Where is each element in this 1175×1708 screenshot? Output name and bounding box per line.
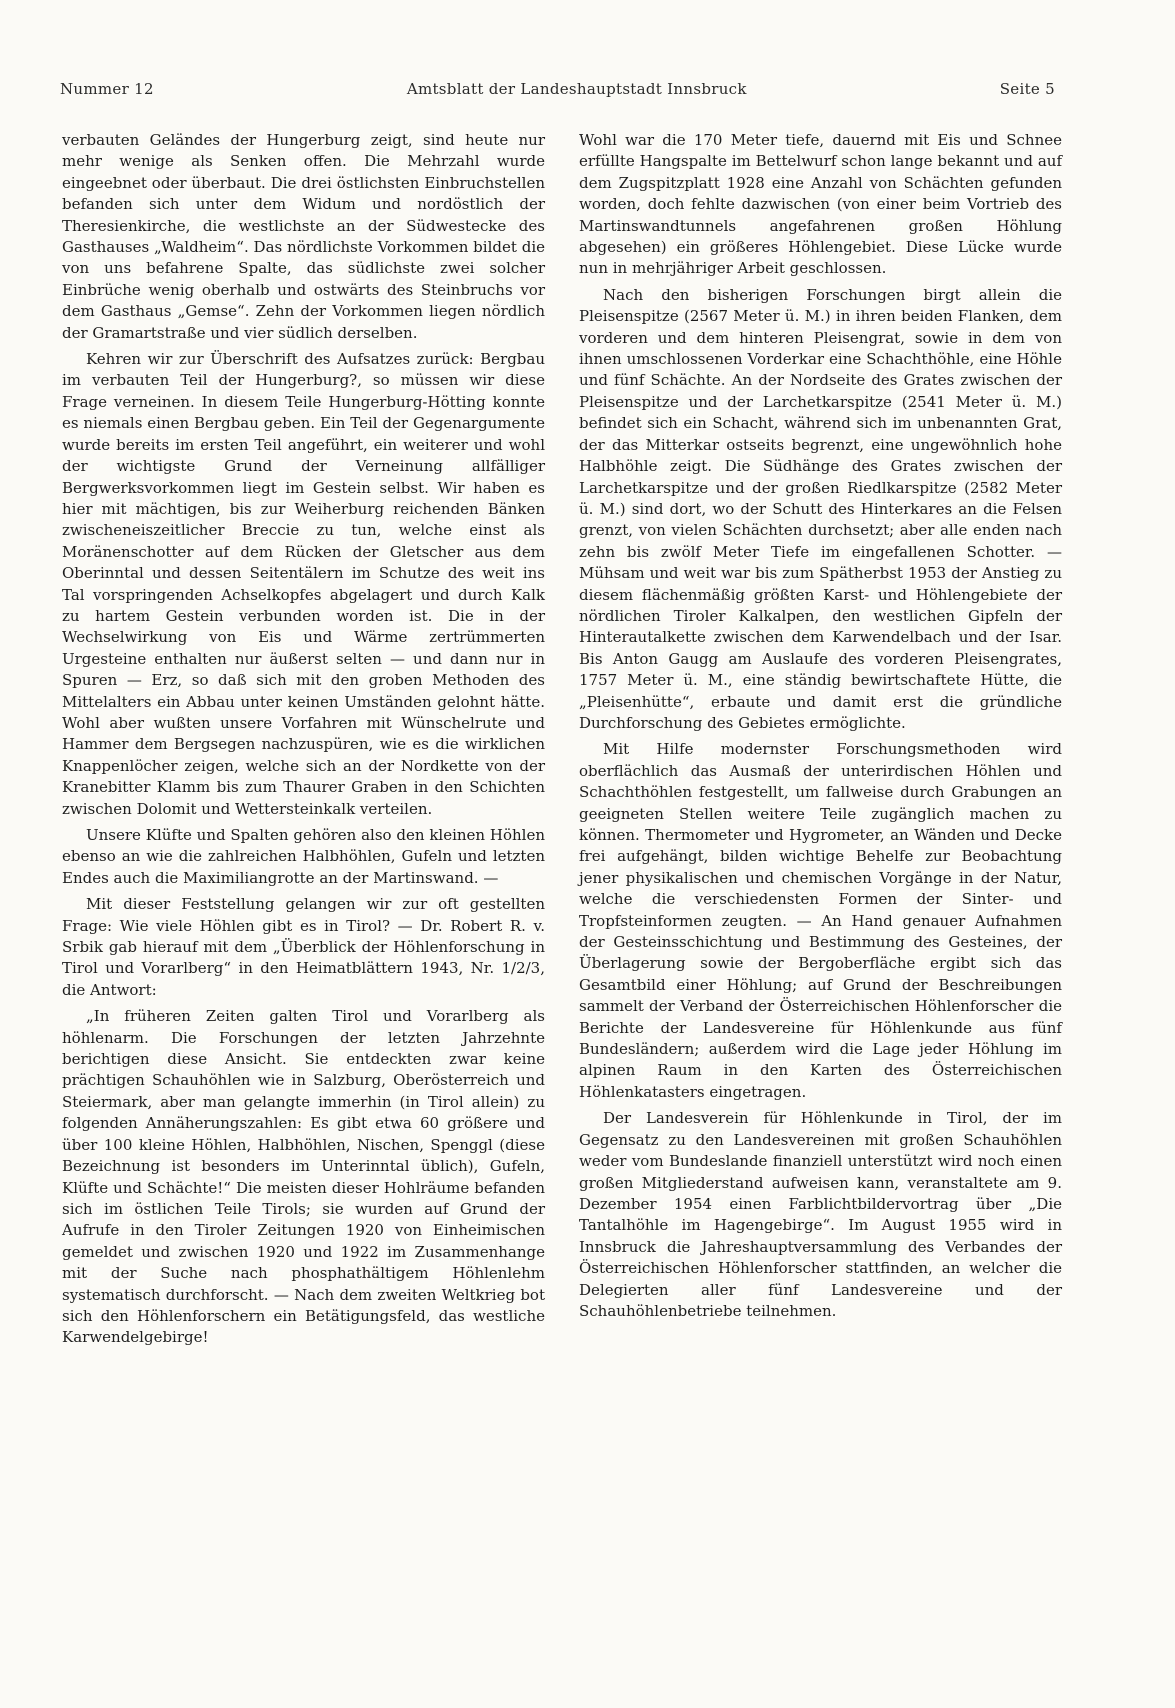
paragraph: Nach den bisherigen Forschungen birgt allein die Pleisenspitze (2567 Meter ü. M.) in ihren beiden Flanken, dem vorderen und dem hinteren Pleisengrat, sowie in dem von ihnen umschlossenen Vorderkar eine Schachthöhle, eine Höhle und fünf Schächte. An der Nordseite des Grates zwischen der Pleisenspitze und der Larchetkarspitze (2541 Meter ü. M.) befindet sich ein Schacht, während sich im unbenannten Grat, der das Mitterkar ostseits begrenzt, eine ungewöhnlich hohe Halbhöhle zeigt. Die Südhänge des Grates zwischen der Larchetkarspitze und der großen Riedlkarspitze (2582 Meter ü. M.) sind dort, wo der Schutt des Hinterkares an die Felsen grenzt, von vielen Schächten durchsetzt; aber alle enden nach zehn bis zwölf Meter Tiefe im eingefallenen Schotter. — Mühsam und weit war bis zum Spätherbst 1953 der Anstieg zu diesem flächenmäßig größten Karst- und Höhlengebiete der nördlichen Tiroler Kalkalpen, den westlichen Gipfeln der Hinterautalkette zwischen dem Karwendelbach und der Isar. Bis Anton Gaugg am Auslaufe des vorderen Pleisengrates, 1757 Meter ü. M., eine ständig bewirtschaftete Hütte, die „Pleisenhütte“, erbaute und damit erst die gründliche Durchforschung des Gebietes ermöglichte. (579, 285, 1062, 732)
page-number: Seite 5 (999, 80, 1055, 98)
paragraph: Mit Hilfe modernster Forschungsmethoden wird oberflächlich das Ausmaß der unterirdischen Höhlen und Schachthöhlen festgestellt, um fallweise durch Grabungen an geeigneten Stellen weitere Teile zugänglich machen zu können. Thermometer und Hygrometer, an Wänden und Decke frei aufgehängt, bilden wichtige Behelfe zur Beobachtung jener physikalischen und chemischen Vorgänge in der Natur, welche die verschiedensten Formen der Sinter- und Tropfsteinformen zeugten. — An Hand genauer Aufnahmen der Gesteinsschichtung und Bestimmung des Gesteines, der Überlagerung sowie der Bergoberfläche ergibt sich das Gesamtbild einer Höhlung; auf Grund der Beschreibungen sammelt der Verband der Österreichischen Höhlenforscher die Berichte der Landesvereine für Höhlenkunde aus fünf Bundesländern; außerdem wird die Lage jeder Höhlung im alpinen Raum in den Karten des Österreichischen Höhlenkatasters eingetragen. (579, 740, 1062, 1101)
paragraph: Unsere Klüfte und Spalten gehören also den kleinen Höhlen ebenso an wie die zahlreichen Halbhöhlen, Gufeln und letzten Endes auch die Maximiliangrotte an der Martinswand. — (62, 826, 545, 887)
right-column (579, 130, 1062, 1349)
paragraph: Kehren wir zur Überschrift des Aufsatzes zurück: Bergbau im verbauten Teil der Hungerburg?, so müssen wir diese Frage verneinen. In diesem Teile Hungerburg-Hötting konnte es niemals einen Bergbau geben. Ein Teil der Gegenargumente wurde bereits im ersten Teil angeführt, ein weiterer und wohl der wichtigste Grund der Verneinung allfälliger Bergwerksvorkommen liegt im Gestein selbst. Wir haben es hier mit mächtigen, bis zur Weiherburg reichenden Bänken zwischeneiszeitlicher Breccie zu tun, welche einst als Moränenschotter auf dem Rücken der Gletscher aus dem Oberinntal und dessen Seitentälern im Schutze des weit ins Tal vorspringenden Achselkopfes abgelagert und durch Kalk zu hartem Gestein verbunden worden ist. Die in der Wechselwirkung von Eis und Wärme zertrümmerten Urgesteine enthalten nur äußerst selten — und dann nur in Spuren — Erz, so daß sich mit den groben Methoden des Mittelalters ein Abbau unter keinen Umständen gelohnt hätte. Wohl aber wußten unsere Vorfahren mit Wünschelrute und Hammer dem Bergsegen nachzuspüren, wie es die wirklichen Knappenlöcher zeigen, welche sich an der Nordkette von der Kranebitter Klamm bis zum Thaurer Graben in den Schichten zwischen Dolomit und Wettersteinkalk verteilen. (62, 350, 545, 818)
paragraph: „In früheren Zeiten galten Tirol und Vorarlberg als höhlenarm. Die Forschungen der letzten Jahrzehnte berichtigen diese Ansicht. Sie entdeckten zwar keine prächtigen Schauhöhlen wie in Salzburg, Oberösterreich und Steiermark, aber man gelangte immerhin (in Tirol allein) zu folgenden Annäherungszahlen: Es gibt etwa 60 größere und über 100 kleine Höhlen, Halbhöhlen, Nischen, Spenggl (diese Bezeichnung ist besonders im Unterinntal üblich), Gufeln, Klüfte und Schächte!“ Die meisten dieser Hohlräume befanden sich im östlichen Teile Tirols; sie wurden auf Grund der Aufrufe in den Tiroler Zeitungen 1920 von Einheimischen gemeldet und zwischen 1920 und 1922 im Zusammenhange mit der Suche nach phosphathältigem Höhlenlehm systematisch durchforscht. — Nach dem zweiten Weltkrieg bot sich den Höhlenforschern ein Betätigungsfeld, das westliche Karwendelgebirge! (62, 1007, 545, 1347)
left-column (62, 130, 545, 1349)
page-header (60, 80, 1055, 98)
paragraph: Mit dieser Feststellung gelangen wir zur oft gestellten Frage: Wie viele Höhlen gibt es in Tirol? — Dr. Robert R. v. Srbik gab hierauf mit dem „Überblick der Höhlenforschung in Tirol und Vorarlberg“ in den Heimatblättern 1943, Nr. 1/2/3, die Antwort: (62, 895, 545, 999)
paragraph: verbauten Geländes der Hungerburg zeigt, sind heute nur mehr wenige als Senken offen. Die Mehrzahl wurde eingeebnet oder überbaut. Die drei östlichsten Einbruchstellen befanden sich unter dem Widum und nordöstlich der Theresienkirche, die westlichste an der Südwestecke des Gasthauses „Waldheim“. Das nördlichste Vorkommen bildet die von uns befahrene Spalte, das südlichste zwei solcher Einbrüche wenig oberhalb und ostwärts des Steinbruchs vor dem Gasthaus „Gemse“. Zehn der Vorkommen liegen nördlich der Gramartstraße und vier südlich derselben. (62, 131, 545, 342)
issue-number: Nummer 12 (60, 80, 154, 98)
paragraph: Wohl war die 170 Meter tiefe, dauernd mit Eis und Schnee erfüllte Hangspalte im Bettelwurf schon lange bekannt und auf dem Zugspitzplatt 1928 eine Anzahl von Schächten gefunden worden, doch fehlte dazwischen (von einer beim Vortrieb des Martinswandtunnels angefahrenen großen Höhlung abgesehen) ein größeres Höhlengebiet. Diese Lücke wurde nun in mehrjähriger Arbeit geschlossen. (579, 131, 1062, 278)
publication-title: Amtsblatt der Landeshauptstadt Innsbruck (406, 80, 747, 98)
paragraph: Der Landesverein für Höhlenkunde in Tirol, der im Gegensatz zu den Landesvereinen mit großen Schauhöhlen weder vom Bundeslande finanziell unterstützt wird noch einen großen Mitgliederstand aufweisen kann, veranstaltete am 9. Dezember 1954 einen Farblichtbildervortrag über „Die Tantalhöhle im Hagengebirge“. Im August 1955 wird in Innsbruck die Jahreshauptversammlung des Verbandes der Österreichischen Höhlenforscher stattfinden, an welcher die Delegierten aller fünf Landesvereine und der Schauhöhlenbetriebe teilnehmen. (579, 1109, 1062, 1320)
article-columns (62, 130, 1062, 1349)
